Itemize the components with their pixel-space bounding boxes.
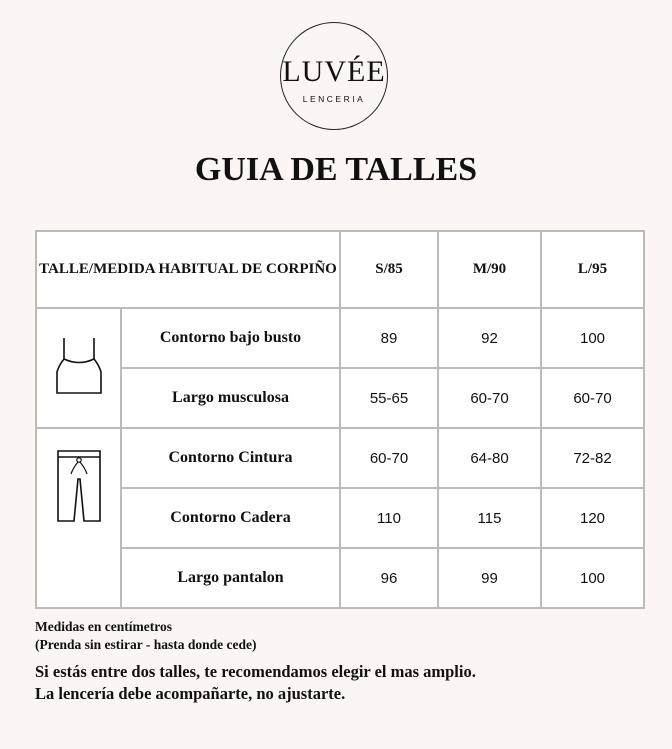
header-size-m: M/90 — [438, 231, 541, 308]
cell-value: 92 — [438, 308, 541, 368]
cell-value: 120 — [541, 488, 644, 548]
table-row — [36, 368, 644, 428]
cell-value: 110 — [340, 488, 438, 548]
row-label: Contorno Cintura — [121, 428, 340, 488]
row-label: Largo musculosa — [121, 368, 340, 428]
cell-value: 60-70 — [340, 428, 438, 488]
table-row — [36, 488, 644, 548]
cell-value: 64-80 — [438, 428, 541, 488]
cell-value: 60-70 — [541, 368, 644, 428]
tank-top-icon — [36, 308, 121, 428]
table-row — [36, 308, 644, 368]
table-header-row — [36, 231, 644, 308]
cell-value: 72-82 — [541, 428, 644, 488]
message-line: Si estás entre dos talles, te recomendamos elegir el mas amplio. — [35, 662, 476, 681]
measurement-notes — [35, 618, 257, 654]
cell-value: 96 — [340, 548, 438, 608]
table-row — [36, 428, 644, 488]
cell-value: 99 — [438, 548, 541, 608]
row-label: Contorno bajo busto — [121, 308, 340, 368]
note-line: Medidas en centímetros — [35, 619, 172, 634]
cell-value: 55-65 — [340, 368, 438, 428]
cell-value: 100 — [541, 308, 644, 368]
header-size-s: S/85 — [340, 231, 438, 308]
cell-value: 89 — [340, 308, 438, 368]
header-size-l: L/95 — [541, 231, 644, 308]
cell-value: 115 — [438, 488, 541, 548]
row-label: Contorno Cadera — [121, 488, 340, 548]
size-chart-table — [35, 230, 645, 609]
note-line: (Prenda sin estirar - hasta donde cede) — [35, 637, 257, 652]
cell-value: 100 — [541, 548, 644, 608]
pants-icon — [36, 428, 121, 608]
page-title: GUIA DE TALLES — [194, 151, 478, 188]
recommendation-message — [35, 661, 476, 705]
brand-subtitle: LENCERIA — [302, 94, 366, 104]
table-row — [36, 548, 644, 608]
brand-name: LUVÉE — [282, 55, 386, 88]
row-label: Largo pantalon — [121, 548, 340, 608]
message-line: La lencería debe acompañarte, no ajustarte. — [35, 684, 346, 703]
cell-value: 60-70 — [438, 368, 541, 428]
header-size-label: TALLE/MEDIDA HABITUAL DE CORPIÑO — [36, 231, 340, 308]
brand-logo — [280, 22, 388, 130]
